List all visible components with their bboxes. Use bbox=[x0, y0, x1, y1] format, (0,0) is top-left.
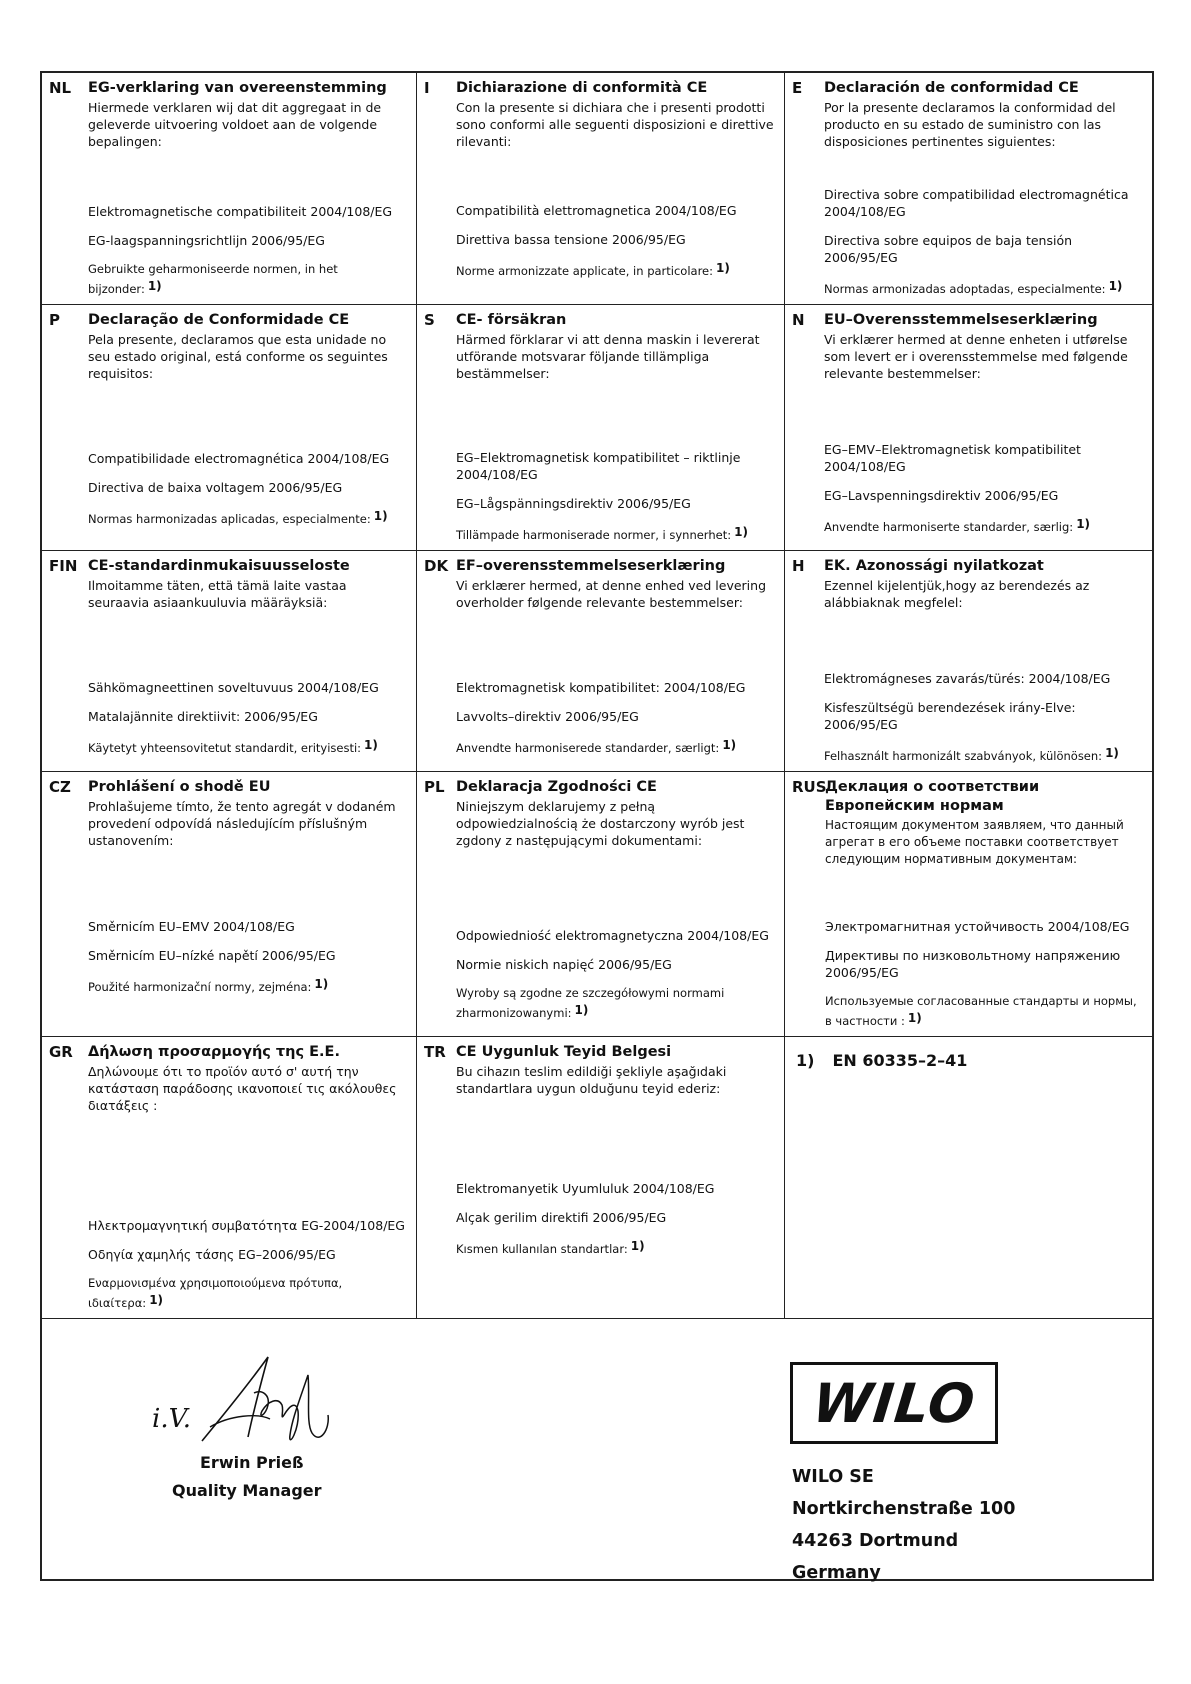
section-title: Prohlášení o shodě EU bbox=[88, 779, 271, 795]
section-intro: Ilmoitamme täten, että tämä laite vastaa seuraavia asiaankuuluvia määräyksiä: bbox=[88, 578, 347, 610]
lvd-directive: EG-laagspanningsrichtlijn 2006/95/EG bbox=[88, 233, 325, 248]
lvd-directive: Matalajännite direktiivit: 2006/95/EG bbox=[88, 709, 318, 724]
section-title: Dichiarazione di conformità CE bbox=[456, 80, 708, 96]
company-city: 44263 Dortmund bbox=[792, 1531, 959, 1551]
footnote-ref: 1) bbox=[314, 977, 329, 991]
norms-line bbox=[88, 508, 410, 528]
grid-row bbox=[42, 1037, 1152, 1319]
norms-text: Εναρμονισμένα χρησιμοποιούμενα πρότυπα, ιδιαίτερα: bbox=[88, 1276, 343, 1310]
section-intro: Ezennel kijelentjük,hogy az berendezés az alábbiaknak megfelel: bbox=[824, 578, 1090, 610]
norms-text: Felhasznált harmonizált szabványok, különösen: bbox=[824, 749, 1103, 763]
section-dk bbox=[417, 551, 785, 771]
country-code: TR bbox=[424, 1043, 446, 1061]
company-name: WILO SE bbox=[792, 1467, 874, 1487]
emc-directive: Compatibilidade electromagnética 2004/108/EG bbox=[88, 451, 390, 466]
section-title: EK. Azonossági nyilatkozat bbox=[824, 558, 1044, 574]
grid-row bbox=[42, 551, 1152, 772]
footnote-ref: 1) bbox=[716, 261, 730, 275]
section-intro: Hiermede verklaren wij dat dit aggregaat in de geleverde uitvoering voldoet aan de volgende bepalingen: bbox=[88, 100, 382, 149]
norms-text: Anvendte harmoniserte standarder, særlig: bbox=[824, 520, 1074, 534]
country-code: RUS bbox=[792, 778, 827, 796]
footnote-ref: 1) bbox=[147, 279, 162, 293]
footnote-cell bbox=[785, 1037, 1152, 1318]
section-intro: Vi erklærer hermed at denne enheten i utførelse som levert er i overensstemmelse med følgende relevante bestemmelser: bbox=[824, 332, 1128, 381]
norms-line bbox=[456, 260, 778, 280]
emc-directive: Elektromagnetisk kompatibilitet: 2004/108/EG bbox=[456, 680, 746, 695]
emc-directive: Elektromagnetische compatibiliteit 2004/108/EG bbox=[88, 204, 393, 219]
section-title: Deklaracja Zgodności CE bbox=[456, 779, 657, 795]
section-intro: Δηλώνουμε ότι το προϊόν αυτό σ' αυτή την κατάσταση παράδοσης ικανοποιεί τις ακόλουθες διατάξεις : bbox=[88, 1064, 397, 1113]
signature-graphic bbox=[150, 1349, 390, 1459]
norms-text: Wyroby są zgodne ze szczegółowymi normami zharmonizowanymi: bbox=[456, 986, 725, 1020]
norms-line bbox=[88, 737, 410, 757]
section-intro: Prohlašujeme tímto, že tento agregát v dodaném provedení odpovídá následujícím příslušným ustanovením: bbox=[88, 799, 396, 848]
country-code: DK bbox=[424, 557, 449, 575]
company-country: Germany bbox=[792, 1563, 881, 1583]
section-intro: Härmed förklarar vi att denna maskin i levererat utförande motsvarar följande tillämpliga bestämmelser: bbox=[456, 332, 760, 381]
section-title: EU–Overensstemmelseserklæring bbox=[824, 312, 1098, 328]
footnote-ref: 1) bbox=[630, 1239, 645, 1253]
norms-line bbox=[456, 1238, 778, 1258]
lvd-directive: Directiva de baixa voltagem 2006/95/EG bbox=[88, 480, 343, 495]
norms-line bbox=[825, 993, 1146, 1030]
section-intro: Vi erklærer hermed, at denne enhed ved levering overholder følgende relevante bestemmelser: bbox=[456, 578, 767, 610]
section-title: Declaração de Conformidade CE bbox=[88, 312, 350, 328]
footnote-ref: 1) bbox=[364, 738, 378, 752]
norms-line bbox=[88, 1275, 410, 1312]
section-s bbox=[417, 305, 785, 550]
country-code: FIN bbox=[49, 557, 78, 575]
footnote-ref: 1) bbox=[907, 1011, 922, 1025]
lvd-directive: Kisfeszültségü berendezések irány-Elve: 2006/95/EG bbox=[824, 700, 1076, 732]
norms-text: Normas harmonizadas aplicadas, especialmente: bbox=[88, 512, 371, 526]
lvd-directive: Lavvolts–direktiv 2006/95/EG bbox=[456, 709, 639, 724]
emc-directive: EG–Elektromagnetisk kompatibilitet – riktlinje 2004/108/EG bbox=[456, 450, 741, 482]
section-title: EF–overensstemmelseserklæring bbox=[456, 558, 726, 574]
norms-text: Norme armonizzate applicate, in particolare: bbox=[456, 264, 713, 278]
norms-text: Gebruikte geharmoniseerde normen, in het bijzonder: bbox=[88, 262, 338, 296]
footnote-standard: EN 60335–2–41 bbox=[832, 1051, 968, 1070]
section-gr bbox=[42, 1037, 417, 1318]
norms-line bbox=[824, 278, 1146, 298]
lvd-directive: EG–Lågspänningsdirektiv 2006/95/EG bbox=[456, 496, 691, 511]
norms-line bbox=[88, 976, 410, 996]
section-n bbox=[785, 305, 1152, 550]
lvd-directive: Směrnicím EU–nízké napětí 2006/95/EG bbox=[88, 948, 336, 963]
section-title: Δήλωση προσαρμογής της Ε.Ε. bbox=[88, 1044, 340, 1060]
section-intro: Pela presente, declaramos que esta unidade no seu estado original, está conforme os seguintes requisitos: bbox=[88, 332, 388, 381]
footnote-number: 1) bbox=[796, 1051, 815, 1070]
norms-line bbox=[824, 516, 1146, 536]
section-e bbox=[785, 73, 1152, 304]
norms-line bbox=[456, 985, 778, 1022]
grid-row bbox=[42, 772, 1152, 1037]
signature-initials: i.V. bbox=[152, 1404, 192, 1434]
section-title: CE Uygunluk Teyid Belgesi bbox=[456, 1044, 672, 1060]
country-code: I bbox=[424, 79, 430, 97]
country-code: CZ bbox=[49, 778, 71, 796]
emc-directive: Directiva sobre compatibilidad electromagnética 2004/108/EG bbox=[824, 187, 1129, 219]
section-title: CE-standardinmukaisuusseloste bbox=[88, 558, 350, 574]
section-rus bbox=[785, 772, 1152, 1036]
section-fin bbox=[42, 551, 417, 771]
footnote bbox=[796, 1051, 967, 1070]
section-title: CE- försäkran bbox=[456, 312, 567, 328]
signature-area bbox=[42, 1319, 1152, 1581]
section-intro: Bu cihazın teslim edildiği şekliyle aşağıdaki standartlara uygun olduğunu teyid ederiz: bbox=[456, 1064, 727, 1096]
section-h bbox=[785, 551, 1152, 771]
lvd-directive: Alçak gerilim direktifi 2006/95/EG bbox=[456, 1210, 667, 1225]
section-intro: Niniejszym deklarujemy z pełną odpowiedzialnością że dostarczony wyrób jest zgdony z następującymi dokumentami: bbox=[456, 799, 745, 848]
country-code: P bbox=[49, 311, 60, 329]
footnote-ref: 1) bbox=[1108, 279, 1123, 293]
emc-directive: Odpowiedniość elektromagnetyczna 2004/108/EG bbox=[456, 928, 769, 943]
signatory-role: Quality Manager bbox=[172, 1481, 322, 1500]
country-code: E bbox=[792, 79, 803, 97]
section-cz bbox=[42, 772, 417, 1036]
emc-directive: Elektromanyetik Uyumluluk 2004/108/EG bbox=[456, 1181, 715, 1196]
country-code: PL bbox=[424, 778, 445, 796]
lvd-directive: Директивы по низковольтному напряжению 2006/95/EG bbox=[825, 948, 1121, 980]
footnote-ref: 1) bbox=[734, 525, 748, 539]
section-pl bbox=[417, 772, 785, 1036]
norms-line bbox=[456, 737, 778, 757]
norms-text: Tillämpade harmoniserade normer, i synnerhet: bbox=[456, 528, 732, 542]
country-code: H bbox=[792, 557, 805, 575]
emc-directive: Ηλεκτρομαγνητική συμβατότητα EG-2004/108/EG bbox=[88, 1218, 405, 1233]
norms-text: Anvendte harmoniserede standarder, særligt: bbox=[456, 741, 720, 755]
section-title: EG-verklaring van overeenstemming bbox=[88, 80, 387, 96]
signatory-name: Erwin Prieß bbox=[200, 1453, 304, 1472]
lvd-directive: Normie niskich napięć 2006/95/EG bbox=[456, 957, 672, 972]
footnote-ref: 1) bbox=[574, 1003, 589, 1017]
emc-directive: Compatibilità elettromagnetica 2004/108/EG bbox=[456, 203, 737, 218]
company-street: Nortkirchenstraße 100 bbox=[792, 1499, 1016, 1519]
footnote-ref: 1) bbox=[1105, 746, 1119, 760]
section-title: Declaración de conformidad CE bbox=[824, 80, 1079, 96]
emc-directive: Směrnicím EU–EMV 2004/108/EG bbox=[88, 919, 295, 934]
section-intro: Por la presente declaramos la conformidad del producto en su estado de suministro con las disposiciones pertinentes siguientes: bbox=[824, 100, 1116, 149]
country-code: GR bbox=[49, 1043, 73, 1061]
declaration-frame bbox=[40, 71, 1154, 1581]
grid-row bbox=[42, 305, 1152, 551]
country-code: N bbox=[792, 311, 805, 329]
footnote-ref: 1) bbox=[722, 738, 737, 752]
footnote-ref: 1) bbox=[373, 509, 388, 523]
norms-text: Kısmen kullanılan standartlar: bbox=[456, 1242, 628, 1256]
wilo-logo bbox=[790, 1362, 998, 1444]
country-code: NL bbox=[49, 79, 72, 97]
lvd-directive: EG–Lavspenningsdirektiv 2006/95/EG bbox=[824, 488, 1059, 503]
lvd-directive: Οδηγία χαμηλής τάσης EG–2006/95/EG bbox=[88, 1247, 336, 1262]
section-title: Деклация о соответствии Европейским нормам bbox=[825, 779, 1040, 814]
footnote-ref: 1) bbox=[1076, 517, 1091, 531]
emc-directive: Elektromágneses zavarás/türés: 2004/108/EG bbox=[824, 671, 1111, 686]
section-intro: Настоящим документом заявляем, что данный агрегат в его объеме поставки соответствует следующим нормативным документам: bbox=[825, 818, 1124, 866]
norms-text: Käytetyt yhteensovitetut standardit, erityisesti: bbox=[88, 741, 362, 755]
norms-text: Použité harmonizační normy, zejména: bbox=[88, 980, 312, 994]
lvd-directive: Directiva sobre equipos de baja tensión 2006/95/EG bbox=[824, 233, 1073, 265]
norms-line bbox=[88, 261, 410, 298]
country-code: S bbox=[424, 311, 435, 329]
emc-directive: Sähkömagneettinen soveltuvuus 2004/108/EG bbox=[88, 680, 379, 695]
section-nl bbox=[42, 73, 417, 304]
emc-directive: Электромагнитная устойчивость 2004/108/EG bbox=[825, 919, 1130, 934]
norms-line bbox=[824, 745, 1146, 765]
footnote-ref: 1) bbox=[149, 1293, 164, 1307]
section-p bbox=[42, 305, 417, 550]
norms-text: Используемые согласованные стандарты и нормы, в частности : bbox=[825, 994, 1137, 1028]
section-intro: Con la presente si dichiara che i presenti prodotti sono conformi alle seguenti disposizioni e direttive rilevanti: bbox=[456, 100, 774, 149]
norms-line bbox=[456, 524, 778, 544]
section-i bbox=[417, 73, 785, 304]
logo-text: WILO bbox=[809, 1371, 979, 1435]
norms-text: Normas armonizadas adoptadas, especialmente: bbox=[824, 282, 1106, 296]
emc-directive: EG–EMV–Elektromagnetisk kompatibilitet 2004/108/EG bbox=[824, 442, 1081, 474]
lvd-directive: Direttiva bassa tensione 2006/95/EG bbox=[456, 232, 686, 247]
grid-row bbox=[42, 73, 1152, 305]
section-tr bbox=[417, 1037, 785, 1318]
